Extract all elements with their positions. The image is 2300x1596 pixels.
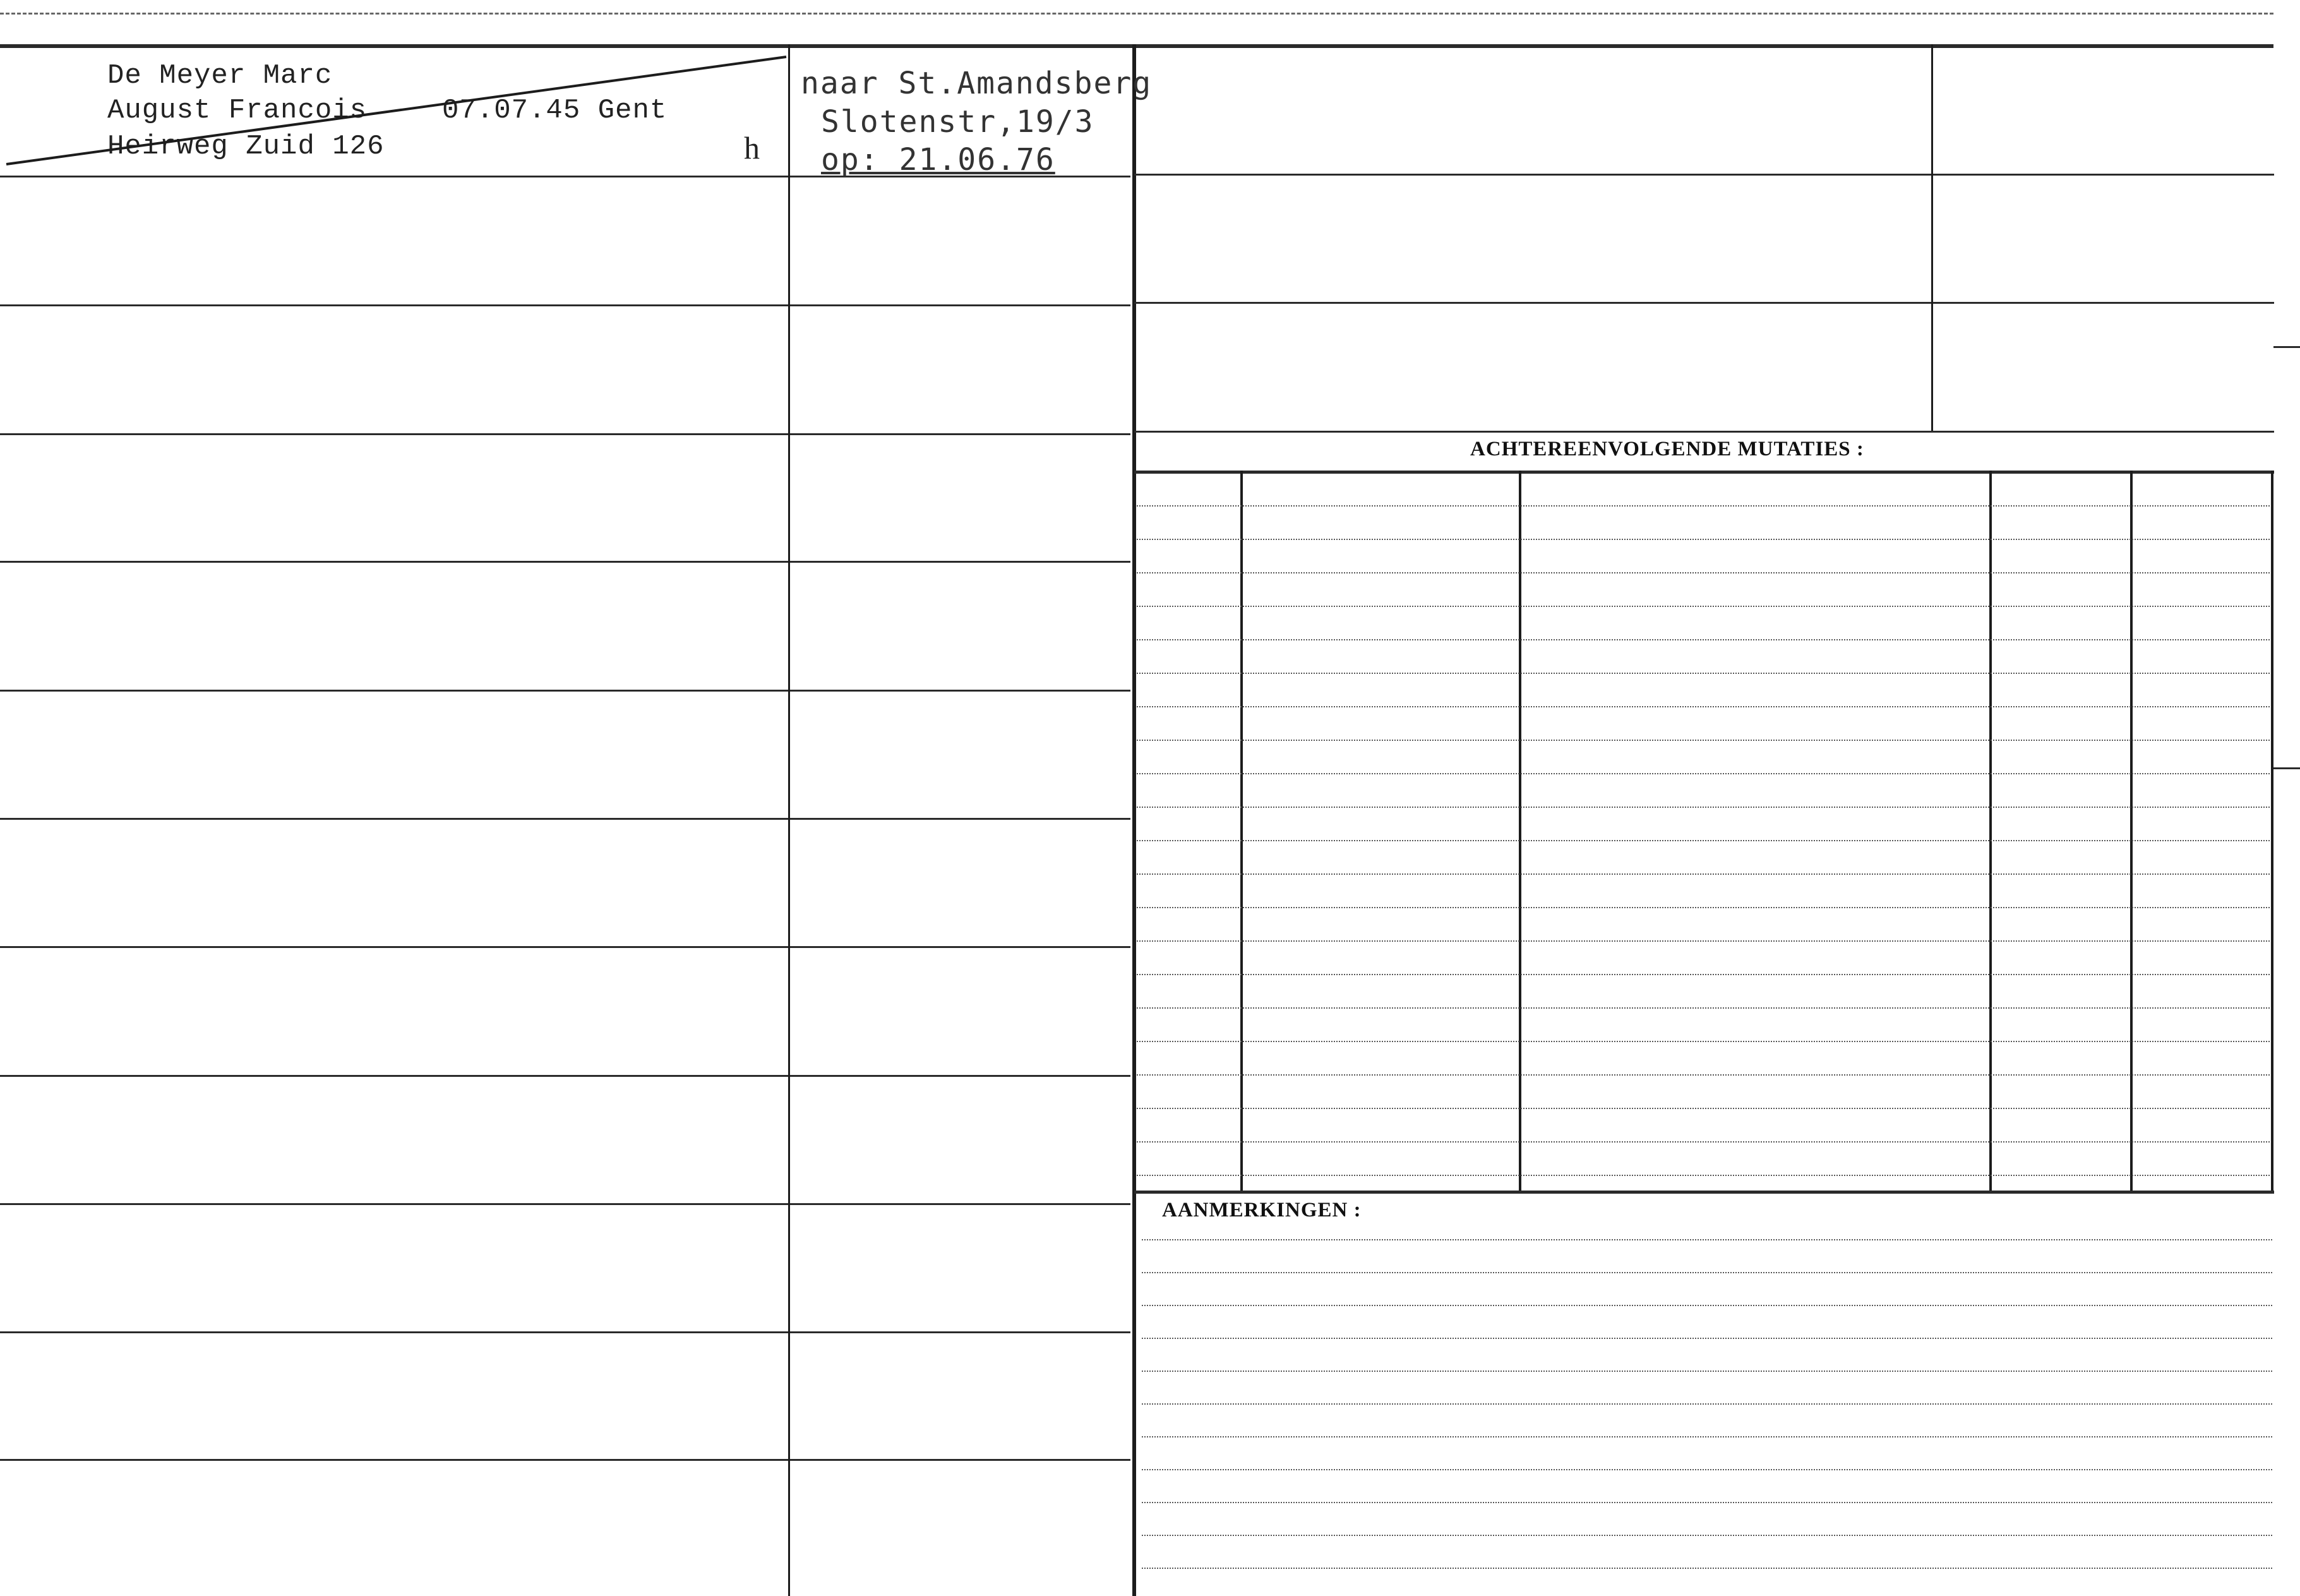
mutation-rule xyxy=(1137,873,2270,875)
mutation-rule xyxy=(1137,1007,2270,1009)
remark-rule xyxy=(1142,1272,2272,1273)
mutation-rule xyxy=(1137,907,2270,908)
name-line-1: De Meyer Marc xyxy=(107,60,333,92)
mutation-rule xyxy=(1137,1141,2270,1143)
remark-rule xyxy=(1142,1436,2272,1437)
mutation-rule xyxy=(1137,840,2270,841)
record-mark: h xyxy=(744,130,760,165)
mutation-rule xyxy=(1137,807,2270,808)
mutation-rule xyxy=(1137,1041,2270,1042)
mutation-rule xyxy=(1137,539,2270,540)
remark-rule xyxy=(1142,1535,2272,1536)
mutations-title: ACHTEREENVOLGENDE MUTATIES : xyxy=(1470,438,1864,460)
mutation-rule xyxy=(1137,974,2270,975)
mutation-rule xyxy=(1137,505,2270,507)
remark-rule xyxy=(1142,1502,2272,1503)
birth-date-place: 07.07.45 Gent xyxy=(442,95,668,126)
mutation-rule xyxy=(1137,639,2270,640)
mutation-rule xyxy=(1137,1175,2270,1176)
address-line: Heirweg Zuid 126 xyxy=(107,131,385,162)
mutation-rule xyxy=(1137,572,2270,573)
strike-line xyxy=(0,51,796,177)
mutation-rule xyxy=(1137,740,2270,741)
remark-rule xyxy=(1142,1568,2272,1569)
remark-rule xyxy=(1142,1469,2272,1470)
name-line-2: August Francois xyxy=(107,95,368,126)
remark-rule xyxy=(1142,1403,2272,1405)
remarks-title: AANMERKINGEN : xyxy=(1162,1199,1362,1221)
remark-rule xyxy=(1142,1239,2272,1240)
mutation-rule xyxy=(1137,1108,2270,1109)
mutation-rule xyxy=(1137,1074,2270,1076)
remark-rule xyxy=(1142,1371,2272,1372)
mutation-rule xyxy=(1137,606,2270,607)
relocation-line-2: Slotenstr,19/3 xyxy=(821,104,1094,140)
mutation-rule xyxy=(1137,706,2270,707)
mutation-rule xyxy=(1137,940,2270,942)
remark-rule xyxy=(1142,1338,2272,1339)
mutation-rule xyxy=(1137,673,2270,674)
mutation-rule xyxy=(1137,773,2270,774)
top-edge-line xyxy=(0,13,2273,15)
relocation-date: op: 21.06.76 xyxy=(821,142,1055,177)
remark-rule xyxy=(1142,1305,2272,1306)
relocation-line-1: naar St.Amandsberg xyxy=(801,66,1153,101)
